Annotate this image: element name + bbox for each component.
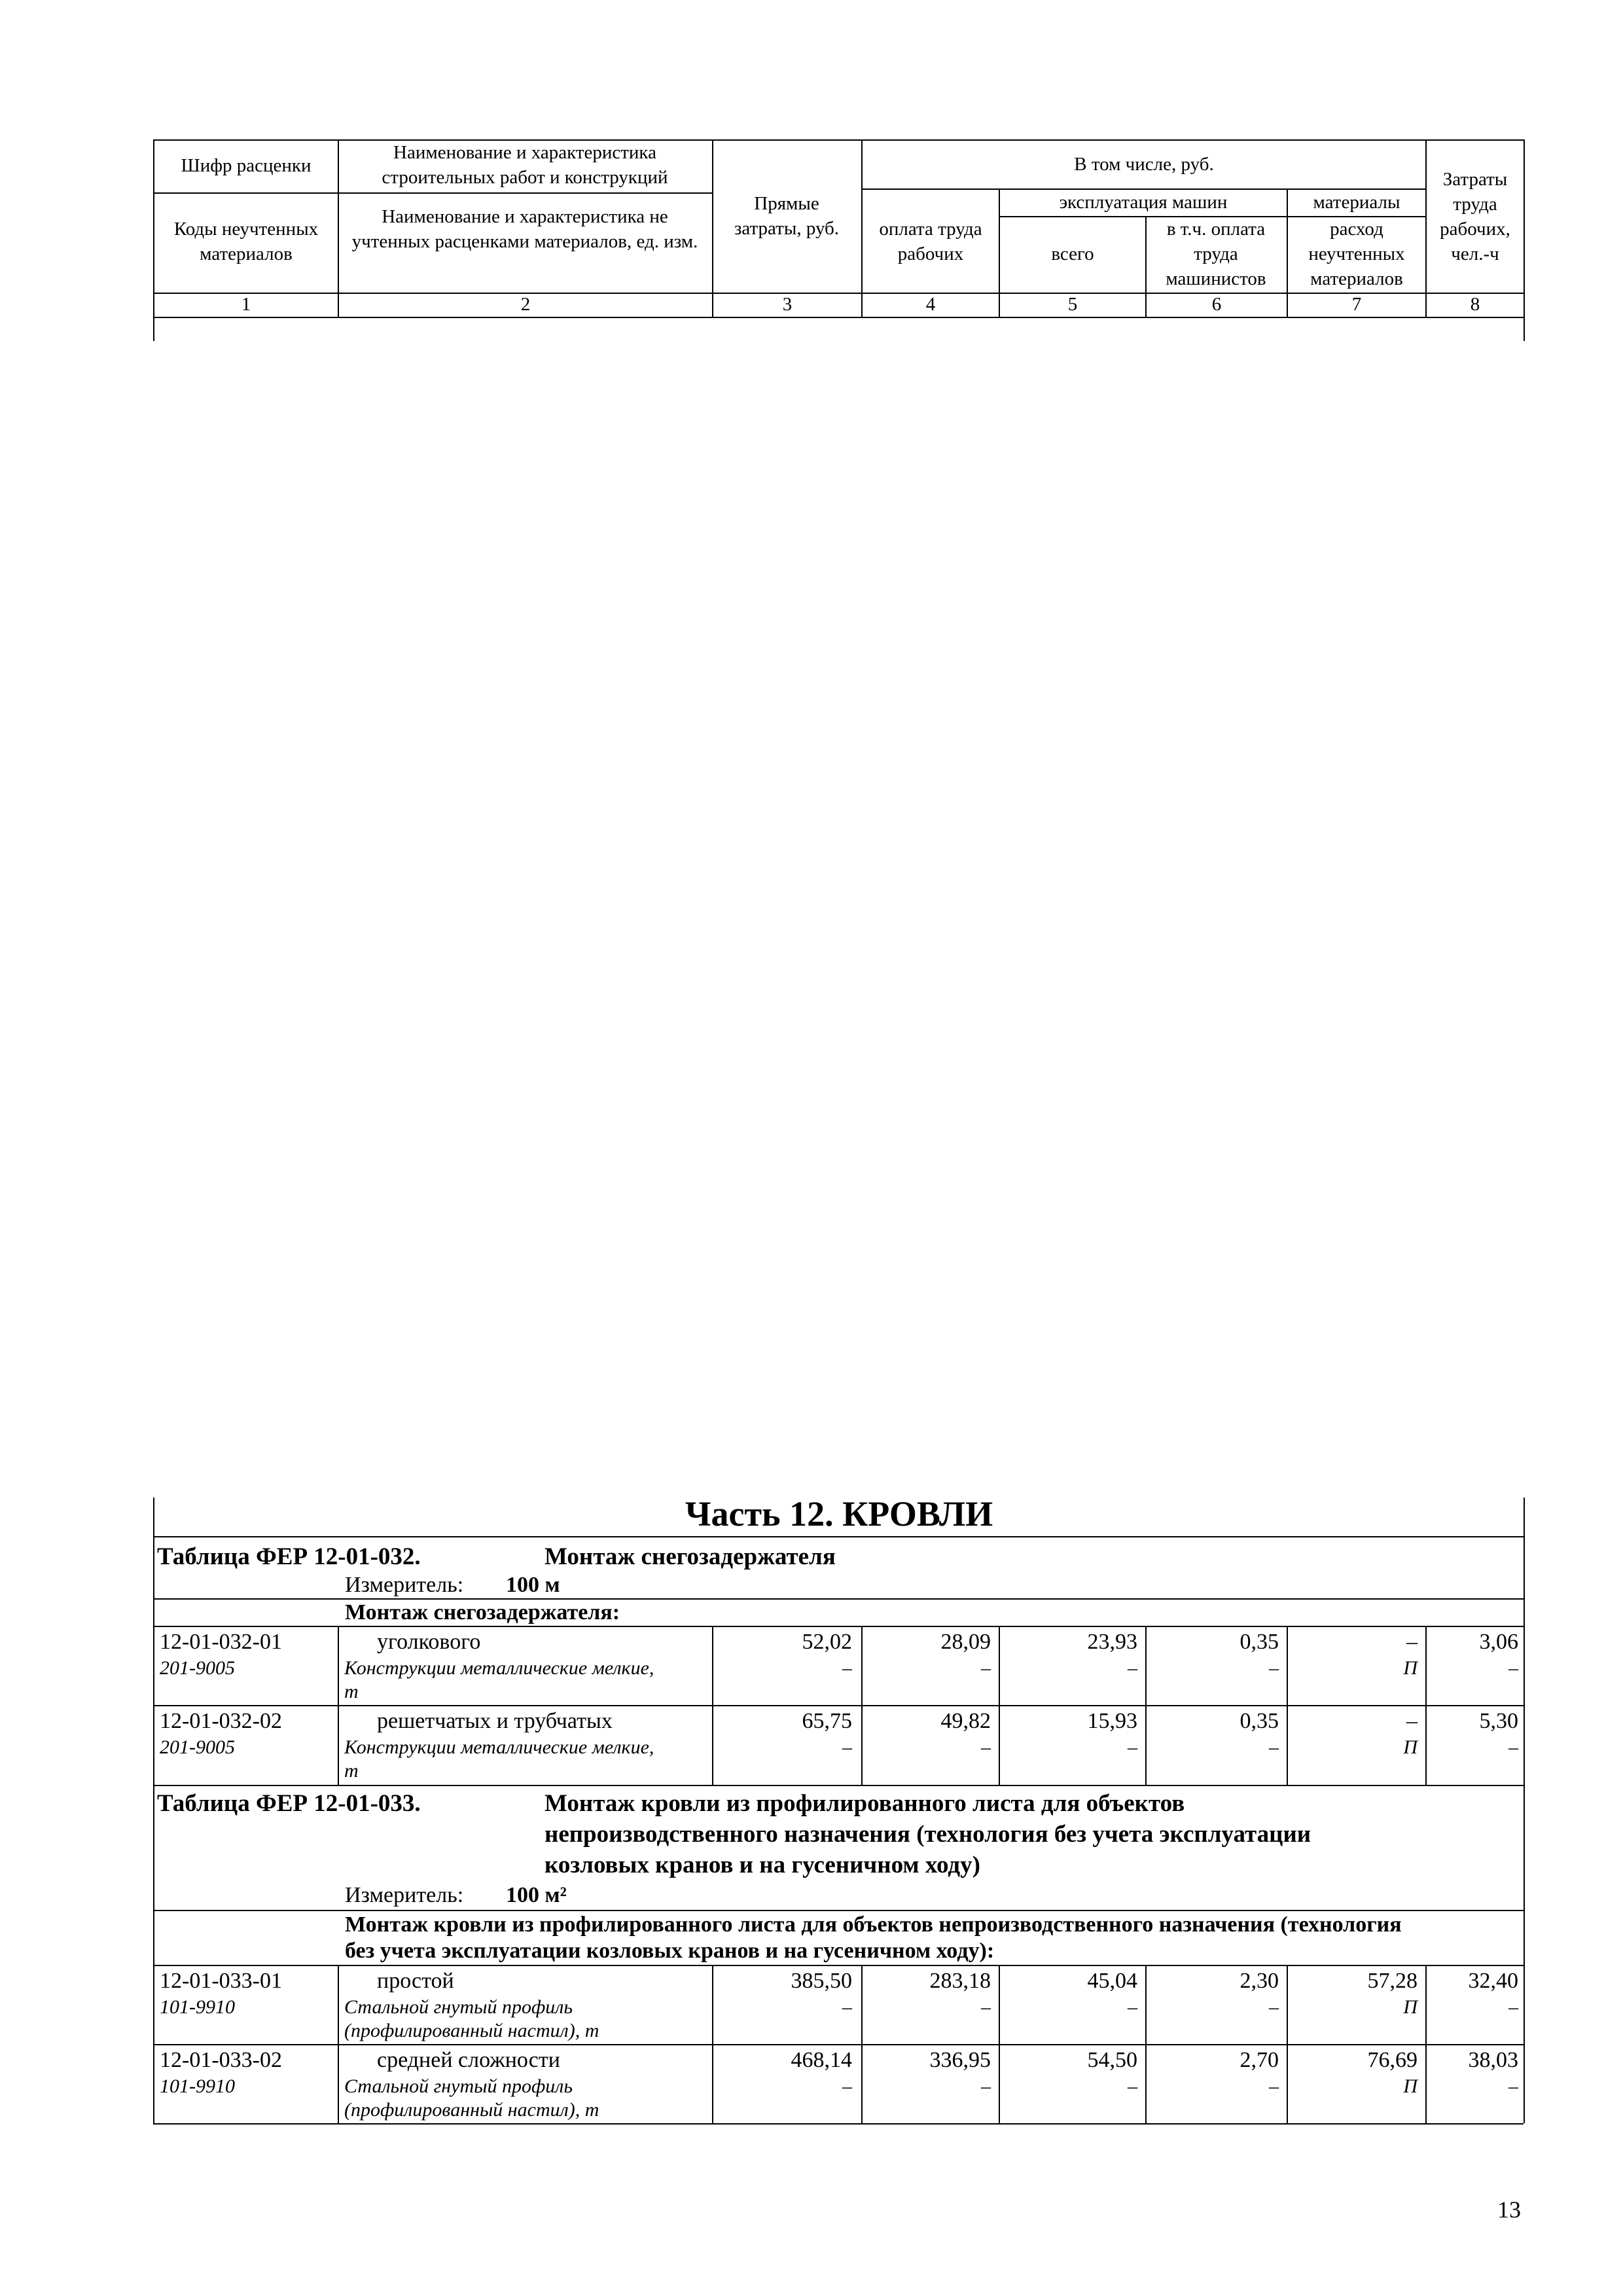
sub-value: –	[842, 1736, 852, 1758]
column-number: 4	[925, 294, 936, 315]
materials-consumption: 57,28	[1367, 1969, 1418, 1993]
direct-costs: 52,02	[802, 1630, 852, 1654]
operators-pay: 2,30	[1240, 1969, 1279, 1993]
material-unit: (профилированный настил), т	[344, 2099, 599, 2121]
sub-value: –	[1508, 1996, 1518, 2018]
rate-code: 12-01-033-01	[160, 1969, 282, 1993]
header-direct-costs: Прямые затраты, руб.	[734, 193, 840, 239]
sub-value: –	[1508, 2075, 1518, 2097]
work-name: простой	[377, 1969, 454, 1993]
sub-value: П	[1403, 1736, 1418, 1758]
meter-label: Измеритель:	[345, 1883, 464, 1907]
header-labor-pay: оплата труда рабочих	[879, 219, 982, 264]
sub-value: –	[1508, 1736, 1518, 1758]
header-machines: эксплуатация машин	[1059, 192, 1228, 213]
header-machines-total: всего	[1051, 243, 1094, 264]
sub-value: –	[981, 1657, 991, 1679]
labor-hours: 3,06	[1479, 1630, 1518, 1654]
material-code: 201-9005	[160, 1736, 235, 1758]
labor-pay: 283,18	[929, 1969, 991, 1993]
direct-costs: 468,14	[791, 2048, 852, 2072]
sub-value: –	[1269, 1996, 1279, 2018]
meter-value: 100 м²	[506, 1883, 567, 1907]
meter-label: Измеритель:	[345, 1573, 464, 1597]
materials-consumption: –	[1406, 1630, 1418, 1654]
rate-code: 12-01-032-01	[160, 1630, 282, 1654]
column-number: 3	[782, 294, 793, 315]
work-name: уголкового	[377, 1630, 481, 1654]
group-subheading: Монтаж снегозадержателя:	[345, 1600, 620, 1624]
labor-hours: 32,40	[1468, 1969, 1518, 1993]
direct-costs: 65,75	[802, 1709, 852, 1733]
column-number: 6	[1211, 294, 1222, 315]
machines-total: 54,50	[1087, 2048, 1137, 2072]
operators-pay: 2,70	[1240, 2048, 1279, 2072]
sub-value: –	[1269, 1657, 1279, 1679]
header-material-name: Наименование и характеристика не учтенных расценками материалов, ед. изм.	[351, 206, 698, 252]
header-operators-pay: в т.ч. оплата труда машинистов	[1166, 219, 1266, 289]
sub-value: П	[1403, 1996, 1418, 2018]
table-title: козловых кранов и на гусеничном ходу)	[544, 1852, 980, 1878]
rate-code: 12-01-032-02	[160, 1709, 282, 1733]
column-number: 2	[520, 294, 531, 315]
sub-value: –	[1128, 1996, 1137, 2018]
operators-pay: 0,35	[1240, 1630, 1279, 1654]
material-code: 101-9910	[160, 2075, 235, 2097]
labor-hours: 38,03	[1468, 2048, 1518, 2072]
material-code: 201-9005	[160, 1657, 235, 1679]
table-label: Таблица ФЕР 12-01-032.	[157, 1543, 421, 1570]
meter-value: 100 м	[506, 1573, 560, 1597]
page-number: 13	[1497, 2197, 1521, 2223]
machines-total: 23,93	[1087, 1630, 1137, 1654]
header-including: В том числе, руб.	[1074, 154, 1214, 175]
sub-value: –	[981, 1996, 991, 2018]
work-name: средней сложности	[377, 2048, 560, 2072]
sub-value: –	[842, 2075, 852, 2097]
sub-value: –	[1269, 2075, 1279, 2097]
material-unit: т	[344, 1681, 359, 1702]
header-labor-hours: Затраты труда рабочих, чел.-ч	[1440, 169, 1510, 264]
labor-pay: 49,82	[940, 1709, 991, 1733]
labor-pay: 336,95	[929, 2048, 991, 2072]
rate-code: 12-01-033-02	[160, 2048, 282, 2072]
sub-value: П	[1403, 2075, 1418, 2097]
materials-consumption: 76,69	[1367, 2048, 1418, 2072]
sub-value: –	[981, 1736, 991, 1758]
machines-total: 15,93	[1087, 1709, 1137, 1733]
column-number: 8	[1470, 294, 1480, 315]
sub-value: –	[842, 1657, 852, 1679]
header-material-codes: Коды неучтенных материалов	[173, 219, 319, 264]
header-material-consumption: расход неучтенных материалов	[1308, 219, 1405, 289]
sub-value: –	[981, 2075, 991, 2097]
material-name: Стальной гнутый профиль	[344, 2075, 573, 2097]
column-number: 5	[1067, 294, 1078, 315]
header-work-name: Наименование и характеристика строительных работ и конструкций	[382, 142, 668, 188]
group-subheading: без учета эксплуатации козловых кранов и на гусеничном ходу):	[345, 1939, 995, 1963]
column-number: 7	[1351, 294, 1362, 315]
sub-value: –	[842, 1996, 852, 2018]
machines-total: 45,04	[1087, 1969, 1137, 1993]
header-materials: материалы	[1313, 192, 1400, 213]
sub-value: –	[1269, 1736, 1279, 1758]
material-unit: т	[344, 1760, 359, 1782]
header-cipher: Шифр расценки	[181, 155, 312, 176]
table-label: Таблица ФЕР 12-01-033.	[157, 1790, 421, 1817]
direct-costs: 385,50	[791, 1969, 852, 1993]
table-title: Монтаж кровли из профилированного листа для объектов	[544, 1790, 1185, 1817]
material-name: Стальной гнутый профиль	[344, 1996, 573, 2018]
material-code: 101-9910	[160, 1996, 235, 2018]
sub-value: –	[1128, 1657, 1137, 1679]
materials-consumption: –	[1406, 1709, 1418, 1733]
work-name: решетчатых и трубчатых	[377, 1709, 613, 1733]
material-name: Конструкции металлические мелкие,	[344, 1657, 654, 1679]
operators-pay: 0,35	[1240, 1709, 1279, 1733]
labor-pay: 28,09	[940, 1630, 991, 1654]
sub-value: –	[1128, 1736, 1137, 1758]
table-title: непроизводственного назначения (технология без учета эксплуатации	[544, 1821, 1311, 1848]
sub-value: –	[1128, 2075, 1137, 2097]
table-title: Монтаж снегозадержателя	[544, 1543, 836, 1570]
material-name: Конструкции металлические мелкие,	[344, 1736, 654, 1758]
column-number: 1	[241, 294, 251, 315]
sub-value: –	[1508, 1657, 1518, 1679]
sub-value: П	[1403, 1657, 1418, 1679]
material-unit: (профилированный настил), т	[344, 2020, 599, 2041]
labor-hours: 5,30	[1479, 1709, 1518, 1733]
group-subheading: Монтаж кровли из профилированного листа для объектов непроизводственного назначения (технология	[345, 1912, 1402, 1937]
section-title: Часть 12. КРОВЛИ	[685, 1494, 993, 1534]
